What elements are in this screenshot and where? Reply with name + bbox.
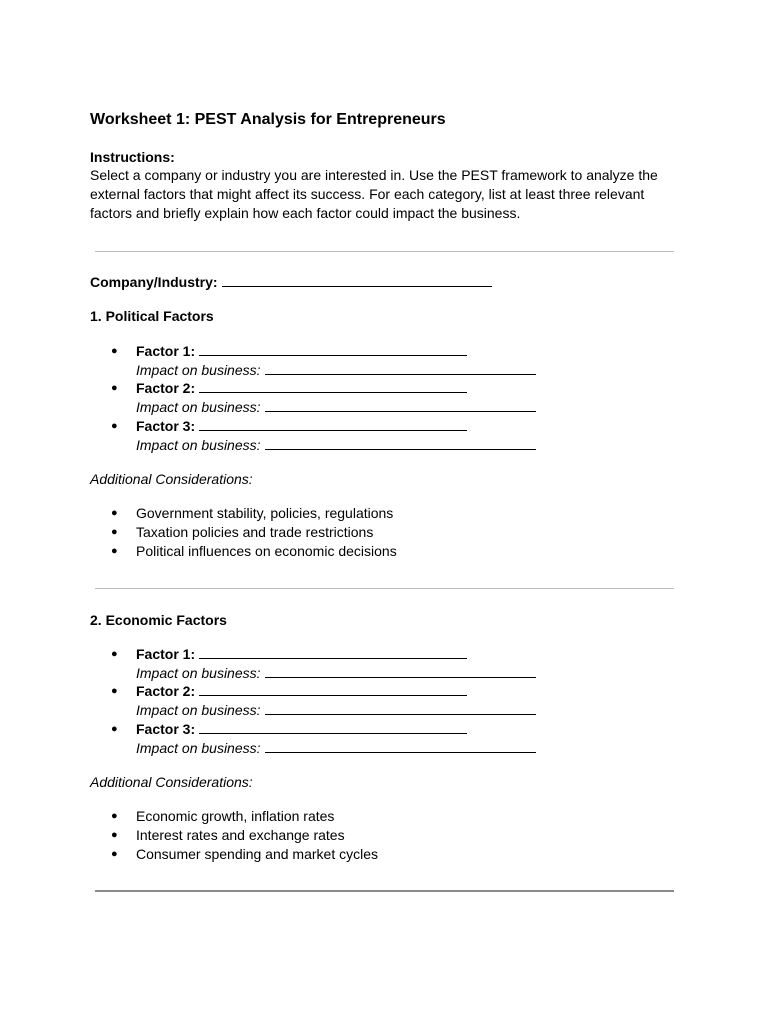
factor-label: Factor 1:: [136, 646, 196, 662]
bullet-icon: ●: [111, 723, 118, 735]
company-industry-label: Company/Industry:: [90, 274, 218, 290]
impact-label: Impact on business:: [136, 740, 261, 756]
impact-blank[interactable]: [265, 436, 536, 450]
company-industry-blank[interactable]: [222, 273, 492, 287]
factor-label: Factor 3:: [136, 418, 196, 434]
factor-blank[interactable]: [199, 379, 467, 393]
impact-blank[interactable]: [265, 701, 536, 715]
section-divider: [95, 890, 674, 892]
bullet-icon: ●: [111, 685, 118, 697]
company-industry-row: [90, 273, 492, 291]
factor-label: Factor 1:: [136, 343, 196, 359]
section-heading-economic: 2. Economic Factors: [90, 612, 227, 628]
bullet-icon: ●: [111, 810, 118, 822]
considerations-label: Additional Considerations:: [90, 471, 253, 487]
factor-blank[interactable]: [199, 720, 467, 734]
bullet-icon: ●: [111, 345, 118, 357]
consideration-item: Consumer spending and market cycles: [136, 846, 379, 862]
section-divider: [95, 588, 674, 589]
impact-row: [136, 664, 536, 682]
impact-blank[interactable]: [265, 739, 536, 753]
impact-row: [136, 436, 536, 454]
factor-blank[interactable]: [199, 645, 467, 659]
factor-blank[interactable]: [199, 417, 467, 431]
factor-label: Factor 2:: [136, 683, 196, 699]
impact-row: [136, 739, 536, 757]
consideration-item: Government stability, policies, regulations: [136, 505, 394, 521]
factor-blank[interactable]: [199, 682, 467, 696]
impact-blank[interactable]: [265, 361, 536, 375]
impact-row: [136, 361, 536, 379]
impact-label: Impact on business:: [136, 437, 261, 453]
factor-row: [136, 720, 467, 738]
impact-row: [136, 398, 536, 416]
factor-row: [136, 682, 467, 700]
consideration-item: Political influences on economic decisions: [136, 543, 397, 559]
consideration-item: Interest rates and exchange rates: [136, 827, 345, 843]
impact-label: Impact on business:: [136, 399, 261, 415]
section-heading-political: 1. Political Factors: [90, 308, 214, 324]
bullet-icon: ●: [111, 648, 118, 660]
bullet-icon: ●: [111, 829, 118, 841]
bullet-icon: ●: [111, 848, 118, 860]
impact-label: Impact on business:: [136, 665, 261, 681]
bullet-icon: ●: [111, 545, 118, 557]
impact-blank[interactable]: [265, 398, 536, 412]
bullet-icon: ●: [111, 420, 118, 432]
impact-label: Impact on business:: [136, 702, 261, 718]
factor-row: [136, 645, 467, 663]
factor-label: Factor 3:: [136, 721, 196, 737]
impact-blank[interactable]: [265, 664, 536, 678]
considerations-label: Additional Considerations:: [90, 774, 253, 790]
instructions-text: Select a company or industry you are interested in. Use the PEST framework to analyze the external factors that might affect its success. For each category, list at least three relevant factors and briefly explain how each factor could impact the business.: [90, 167, 658, 221]
bullet-icon: ●: [111, 507, 118, 519]
impact-label: Impact on business:: [136, 362, 261, 378]
bullet-icon: ●: [111, 382, 118, 394]
consideration-item: Taxation policies and trade restrictions: [136, 524, 374, 540]
factor-row: [136, 342, 467, 360]
factor-label: Factor 2:: [136, 380, 196, 396]
consideration-item: Economic growth, inflation rates: [136, 808, 335, 824]
bullet-icon: ●: [111, 526, 118, 538]
section-divider: [95, 251, 674, 252]
factor-row: [136, 379, 467, 397]
factor-row: [136, 417, 467, 435]
instructions-label: Instructions:: [90, 149, 175, 165]
page-title: Worksheet 1: PEST Analysis for Entrepreneurs: [90, 111, 446, 128]
factor-blank[interactable]: [199, 342, 467, 356]
impact-row: [136, 701, 536, 719]
